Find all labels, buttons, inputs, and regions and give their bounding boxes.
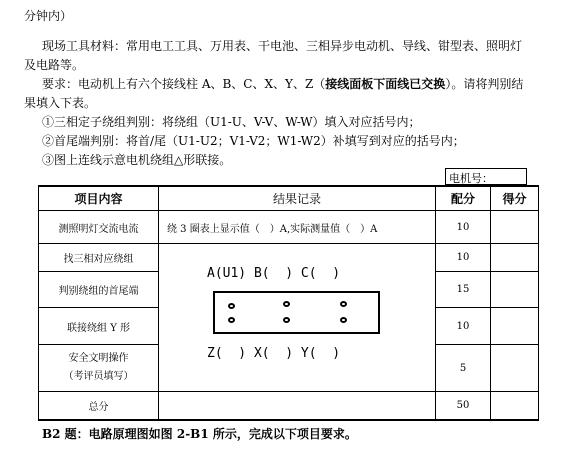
- motor-number-label: 电机号：: [449, 172, 493, 185]
- motor-number-box: [445, 168, 527, 185]
- instruction-item3: ③图上连线示意电机绕组△形联接。: [42, 153, 232, 167]
- row4-item: 联接绕组 Y 形: [67, 322, 130, 334]
- terminal-y[interactable]: [340, 317, 347, 323]
- header-score: 配分: [450, 192, 475, 206]
- tools-line2: 及电路等。: [24, 58, 85, 72]
- row2-item: 找三相对应绕组: [63, 254, 134, 265]
- row5-item: [39, 345, 158, 391]
- diagram-top-labels: A(U1) B( ) C( ): [207, 266, 341, 281]
- row5-score: 5: [459, 362, 467, 374]
- tools-line1: 现场工具材料：常用电工工具、万用表、干电池、三相异步电动机、导线、钳型表、照明灯: [42, 39, 523, 53]
- row1-score: 10: [456, 221, 470, 233]
- instruction-item1: ①三相定子绕组判别：将绕组（U1-U、V-V、W-W）填入对应括号内；: [42, 115, 421, 129]
- terminal-b[interactable]: [283, 301, 290, 307]
- row2-got[interactable]: [491, 244, 538, 271]
- row3-item: 判别绕组的首尾端: [58, 286, 139, 297]
- intro-line0: 分钟内）: [24, 9, 73, 23]
- row1-got[interactable]: [491, 211, 538, 243]
- header-result: 结果记录: [272, 192, 321, 206]
- requirement-suffix: ）。请将判别结: [445, 77, 524, 91]
- terminal-c[interactable]: [340, 301, 347, 307]
- row6-got[interactable]: [491, 392, 538, 419]
- row3-score: 15: [456, 284, 470, 295]
- footer-b2-heading: B2 题：电路原理图如图 2-B1 所示，完成以下项目要求。: [42, 427, 357, 441]
- requirement-line1: [42, 76, 523, 92]
- diagram-bottom-labels: Z( ) X( ) Y( ): [207, 346, 341, 361]
- row6-score: 50: [456, 400, 470, 411]
- row4-score: 10: [456, 320, 470, 332]
- row5-item-line2: （考评员填写）: [63, 371, 134, 382]
- row3-got[interactable]: [491, 272, 538, 307]
- row5-item-line1: 安全文明操作: [68, 353, 129, 364]
- row6-item: 总分: [88, 402, 109, 413]
- row1-result: 绕 3 圈表上显示值（ ）A,实际测量值（ ）A: [167, 223, 378, 235]
- header-got: 得分: [502, 192, 527, 206]
- terminal-x[interactable]: [283, 317, 290, 323]
- terminal-board: [213, 291, 380, 334]
- terminal-a[interactable]: [228, 303, 235, 309]
- requirement-prefix: 要求：电动机上有六个接线柱 A、B、C、X、Y、Z（: [42, 77, 326, 91]
- row4-got[interactable]: [491, 308, 538, 344]
- terminal-z[interactable]: [228, 317, 235, 323]
- header-item: 项目内容: [74, 192, 123, 206]
- row1-item: 测照明灯交流电流: [58, 223, 139, 235]
- instruction-item2: ②首尾端判别：将首/尾（U1-U2；V1-V2；W1-W2）补填写到对应的括号内；: [42, 134, 465, 148]
- row2-score: 10: [456, 252, 470, 263]
- row5-got[interactable]: [491, 345, 538, 391]
- requirement-line2: 果填入下表。: [24, 96, 97, 110]
- requirement-bold: 接线面板下面线已交换: [325, 77, 446, 91]
